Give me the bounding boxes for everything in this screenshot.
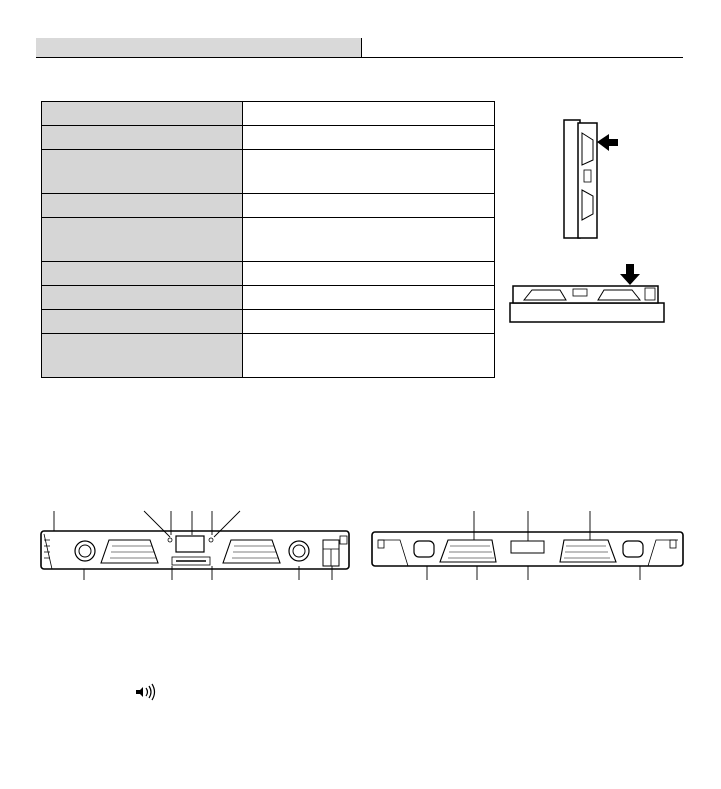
arrow-icon-down	[620, 264, 640, 285]
level-back-view	[372, 532, 683, 566]
horizontal-mount-figure	[510, 264, 664, 322]
floor-surface	[510, 303, 664, 322]
speaker-sound-icon	[136, 684, 155, 700]
arrow-icon-left	[597, 134, 618, 151]
vertical-mount-figure	[564, 120, 618, 238]
level-vertical	[578, 123, 597, 238]
level-front-view	[41, 531, 349, 569]
back-callouts	[427, 511, 640, 580]
